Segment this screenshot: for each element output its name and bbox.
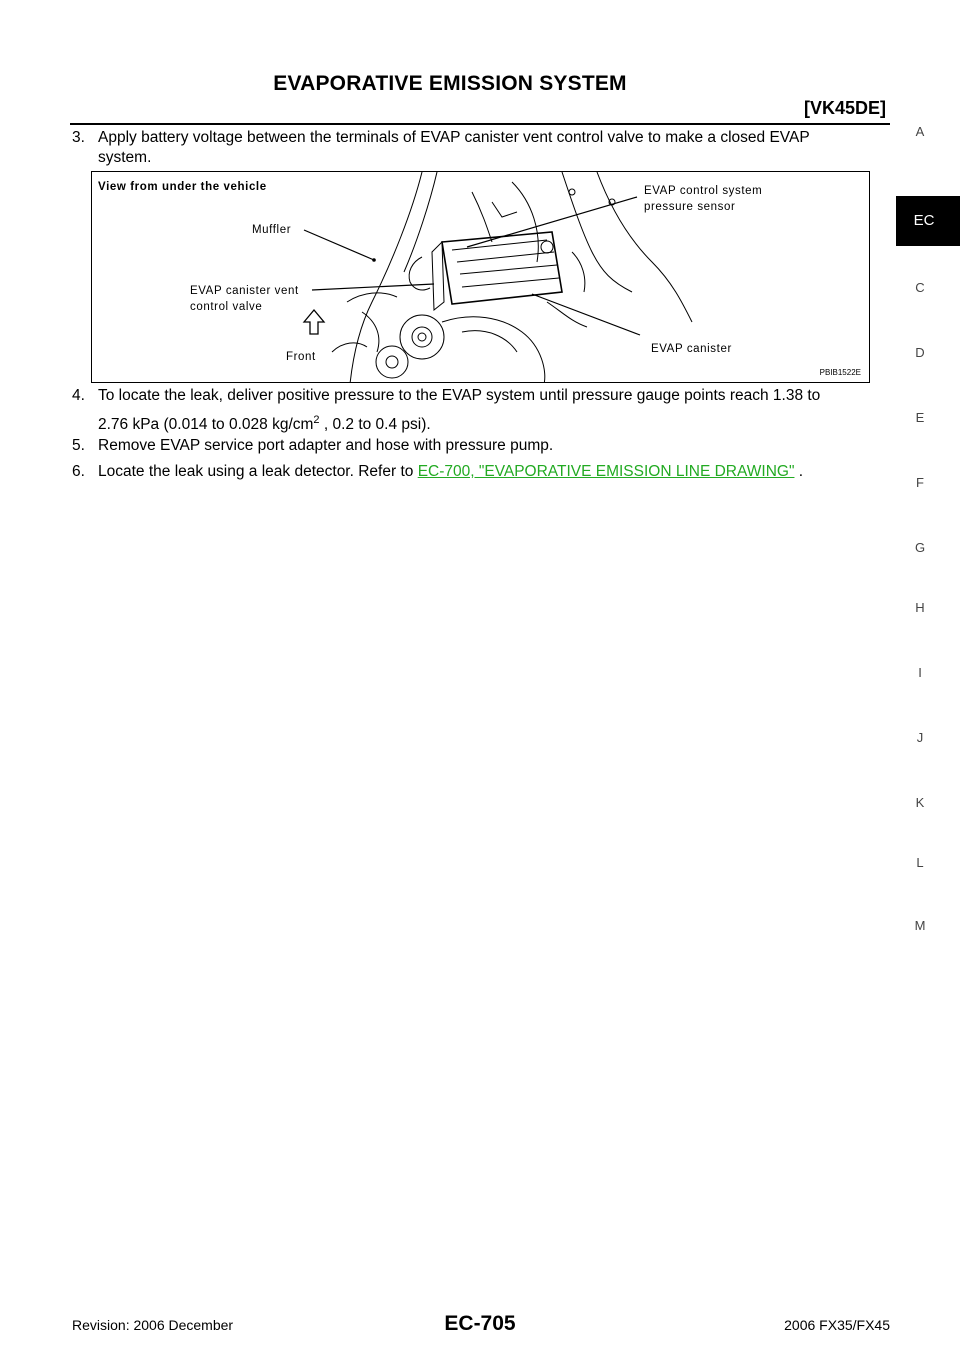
evap-line-drawing-link[interactable]: EC-700, "EVAPORATIVE EMISSION LINE DRAWING" [417, 463, 795, 480]
step-text: To locate the leak, deliver positive pressure to the EVAP system until pressure gauge points reach 1.38 to [98, 387, 821, 404]
label-muffler: Muffler [252, 224, 292, 236]
vehicle-model: 2006 FX35/FX45 [784, 1317, 890, 1333]
index-letter-f[interactable]: F [916, 475, 924, 490]
index-letter-g[interactable]: G [914, 540, 926, 555]
index-letter-d[interactable]: D [915, 345, 925, 360]
evap-location-figure [91, 171, 870, 383]
header-rule [70, 123, 890, 125]
index-letter-i[interactable]: I [918, 665, 922, 680]
label-pressure-sensor-line2: pressure sensor [644, 201, 736, 213]
step-text-tail: . [794, 463, 804, 480]
step-number: 6. [72, 463, 85, 480]
index-letter-a[interactable]: A [915, 124, 925, 139]
label-front: Front [286, 351, 316, 363]
step-number: 3. [72, 129, 85, 146]
step-text-continued-tail: , 0.2 to 0.4 psi). [319, 416, 431, 434]
engine-underside-illustration [92, 172, 870, 383]
index-letter-m[interactable]: M [914, 918, 926, 933]
revision-date: Revision: 2006 December [72, 1317, 234, 1333]
index-letter-h[interactable]: H [915, 600, 925, 615]
step-text: Apply battery voltage between the terminals of EVAP canister vent control valve to make a closed EVAP [98, 129, 810, 146]
page-number: EC-705 [444, 1312, 516, 1335]
index-letter-l[interactable]: L [916, 855, 924, 870]
index-letter-k[interactable]: K [915, 795, 925, 810]
active-section-label: EC [913, 212, 935, 229]
label-vent-valve-line1: EVAP canister vent [190, 285, 299, 297]
label-pressure-sensor-line1: EVAP control system [644, 185, 763, 197]
active-section-tab[interactable] [896, 196, 960, 246]
engine-model-label: [VK45DE] [803, 98, 886, 118]
page-title: EVAPORATIVE EMISSION SYSTEM [273, 72, 627, 95]
step-text-continued: system. [98, 149, 152, 166]
step-text-continued: 2.76 kPa (0.014 to 0.028 kg/cm [98, 416, 314, 434]
index-letter-c[interactable]: C [915, 280, 925, 295]
step-number: 5. [72, 437, 85, 454]
step-number: 4. [72, 387, 85, 404]
label-evap-canister: EVAP canister [651, 343, 732, 355]
step-6 [72, 462, 892, 482]
index-letter-j[interactable]: J [916, 730, 924, 745]
step-4 [72, 386, 892, 435]
step-3 [72, 128, 892, 168]
step-5 [72, 436, 892, 456]
superscript: 2 [313, 414, 320, 426]
step-text: Remove EVAP service port adapter and hose with pressure pump. [98, 437, 554, 454]
step-text: Locate the leak using a leak detector. Refer to [98, 463, 418, 480]
label-vent-valve-line2: control valve [190, 301, 263, 313]
index-letter-e[interactable]: E [915, 410, 925, 425]
figure-code: PBIB1522E [819, 368, 861, 377]
figure-caption: View from under the vehicle [98, 181, 267, 193]
